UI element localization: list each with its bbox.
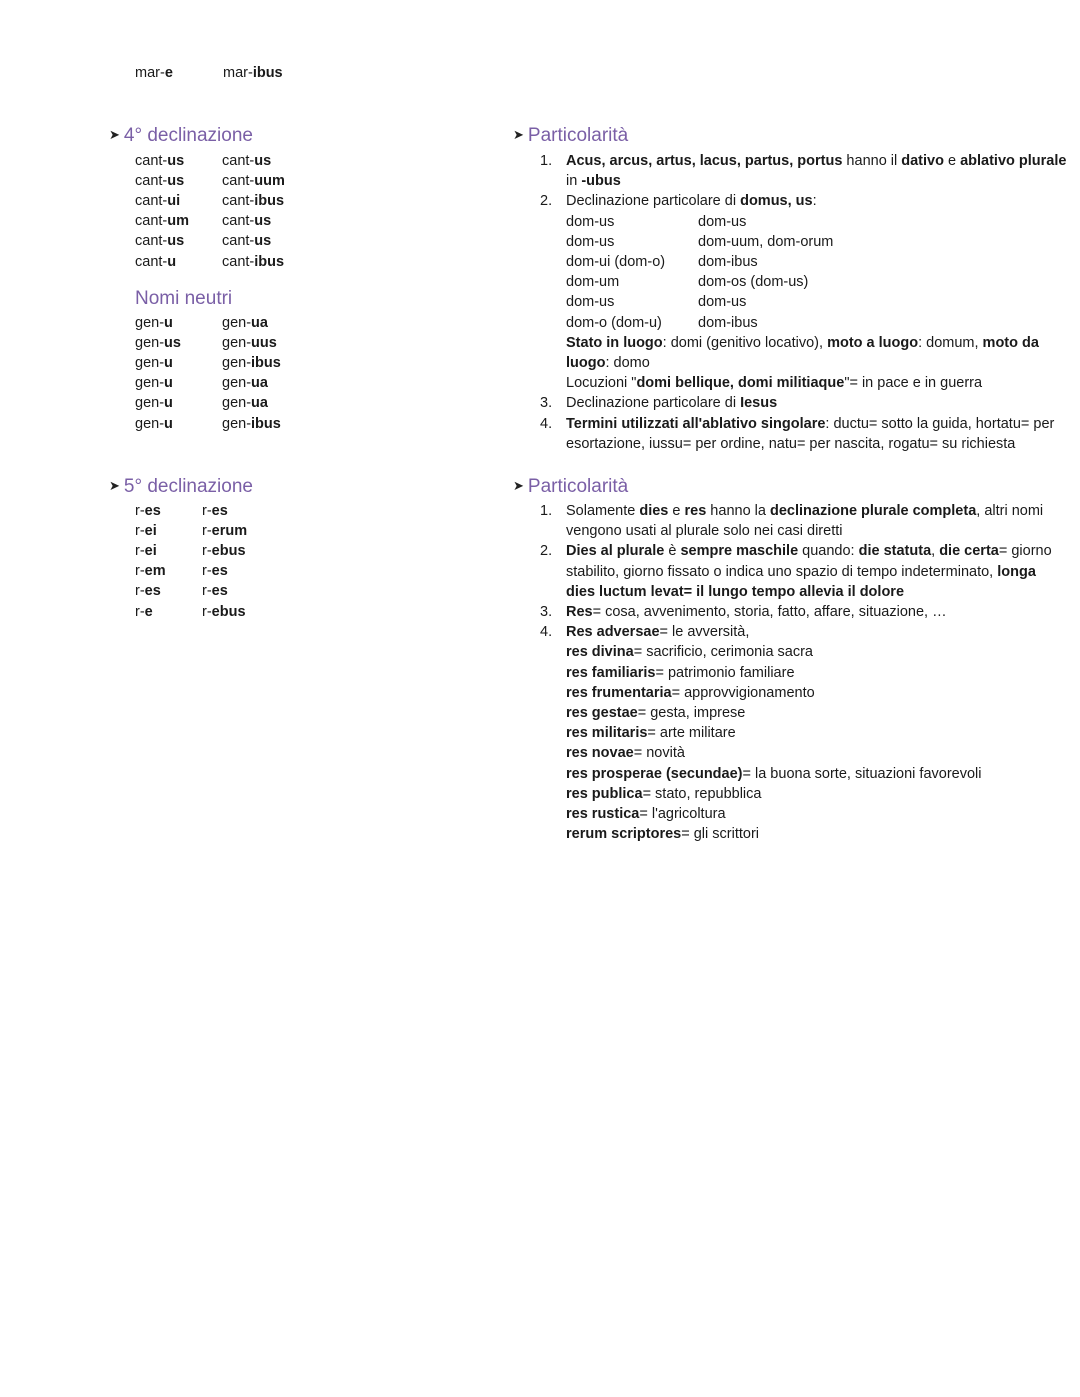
list-item bbox=[540, 393, 1070, 413]
neuter-nouns-heading: Nomi neutri bbox=[135, 288, 233, 309]
text-line: res gestae= gesta, imprese bbox=[566, 705, 746, 722]
domus-form-row bbox=[566, 313, 1070, 333]
form-singular: gen-u bbox=[135, 315, 173, 331]
domus-form-row bbox=[566, 252, 1070, 272]
particularities-4th-heading: ➤ Particolarità bbox=[513, 125, 629, 146]
text-line: Res= cosa, avvenimento, storia, fatto, affare, situazione, … bbox=[566, 604, 947, 621]
form-singular: dom-o (dom-u) bbox=[566, 314, 662, 331]
form-plural: dom-os (dom-us) bbox=[698, 274, 809, 291]
text-line: stabilito, giorno fissato o indica uno spazio di tempo indeterminato, longa bbox=[566, 563, 1036, 580]
form-plural: gen-ua bbox=[222, 315, 268, 331]
text-line: res rustica= l'agricoltura bbox=[566, 806, 726, 823]
form-singular: gen-u bbox=[135, 415, 173, 432]
form-singular: r-es bbox=[135, 503, 161, 519]
list-number: 2. bbox=[540, 543, 553, 560]
list-item bbox=[540, 414, 1070, 454]
text-line: res publica= stato, repubblica bbox=[566, 785, 762, 802]
form-plural: gen-ua bbox=[222, 395, 268, 412]
form-plural: gen-ibus bbox=[222, 415, 281, 432]
form-plural: cant-ibus bbox=[222, 193, 285, 210]
domus-form-row bbox=[566, 292, 1070, 312]
text-line: vengono usati al plurale solo nei casi diretti bbox=[566, 523, 843, 540]
list-number: 4. bbox=[540, 415, 553, 432]
fifth-declension-heading: ➤ 5° declinazione bbox=[109, 476, 253, 497]
form-singular: dom-us bbox=[566, 294, 615, 311]
list-item bbox=[540, 602, 1070, 622]
arrow-bullet-icon: ➤ bbox=[109, 127, 120, 142]
text-line: Locuzioni "domi bellique, domi militiaque"= in pace e in guerra bbox=[566, 375, 983, 392]
particularities-5th-heading: ➤ Particolarità bbox=[513, 476, 629, 497]
form-plural: dom-uum, dom-orum bbox=[698, 233, 834, 250]
form-plural: r-es bbox=[202, 563, 228, 580]
text-line: Stato in luogo: domi (genitivo locativo), moto a luogo: domum, moto da bbox=[566, 334, 1039, 351]
form-singular: dom-us bbox=[566, 233, 615, 250]
form-plural: dom-us bbox=[698, 213, 747, 230]
text-line: in -ubus bbox=[566, 173, 621, 190]
form-plural: cant-us bbox=[222, 153, 272, 169]
text-line: Acus, arcus, artus, lacus, partus, portus hanno il dativo e ablativo plurale bbox=[566, 153, 1067, 169]
form-plural: cant-uum bbox=[222, 173, 285, 190]
form-plural: r-es bbox=[202, 583, 228, 600]
form-plural: r-erum bbox=[202, 523, 248, 540]
form-plural: mar-ibus bbox=[223, 65, 283, 81]
form-singular: cant-us bbox=[135, 153, 185, 169]
form-singular: cant-us bbox=[135, 233, 185, 250]
form-singular: cant-u bbox=[135, 253, 177, 270]
text-line: Termini utilizzati all'ablativo singolare: ductu= sotto la guida, hortatu= per bbox=[566, 415, 1055, 432]
text-line: Solamente dies e res hanno la declinazione plurale completa, altri nomi bbox=[566, 503, 1044, 519]
list-number: 1. bbox=[540, 153, 553, 169]
text-line: res frumentaria= approvvigionamento bbox=[566, 684, 815, 701]
list-number: 4. bbox=[540, 624, 553, 641]
form-plural: cant-us bbox=[222, 233, 272, 250]
form-plural: r-es bbox=[202, 503, 228, 519]
form-singular: gen-us bbox=[135, 335, 181, 352]
form-plural: gen-ibus bbox=[222, 355, 281, 372]
form-plural: dom-ibus bbox=[698, 314, 758, 331]
domus-form-row bbox=[566, 212, 1070, 232]
form-plural: dom-us bbox=[698, 294, 747, 311]
arrow-bullet-icon: ➤ bbox=[109, 478, 120, 493]
text-line: luogo: domo bbox=[566, 354, 650, 371]
text-line: dies luctum levat= il lungo tempo allevia il dolore bbox=[566, 583, 905, 600]
form-plural: cant-ibus bbox=[222, 253, 285, 270]
list-item bbox=[540, 622, 1070, 844]
form-plural: dom-ibus bbox=[698, 253, 758, 270]
form-singular: r-e bbox=[135, 603, 153, 620]
form-singular: dom-us bbox=[566, 213, 615, 230]
text-line: Declinazione particolare di domus, us: bbox=[566, 193, 817, 210]
form-plural: gen-ua bbox=[222, 375, 268, 392]
list-number: 1. bbox=[540, 503, 553, 519]
text-line: Declinazione particolare di Iesus bbox=[566, 395, 778, 412]
domus-form-row bbox=[566, 232, 1070, 252]
arrow-bullet-icon: ➤ bbox=[513, 478, 524, 493]
form-singular: gen-u bbox=[135, 375, 173, 392]
text-line: Res adversae= le avversità, bbox=[566, 624, 750, 641]
form-singular: mar-e bbox=[135, 65, 173, 81]
form-singular: r-em bbox=[135, 563, 166, 580]
particularities-5th-list bbox=[540, 501, 1070, 844]
text-line: res familiaris= patrimonio familiare bbox=[566, 664, 795, 681]
text-line: res militaris= arte militare bbox=[566, 725, 736, 742]
form-plural: cant-us bbox=[222, 213, 272, 230]
list-item bbox=[540, 151, 1070, 191]
arrow-bullet-icon: ➤ bbox=[513, 127, 524, 142]
form-singular: r-es bbox=[135, 583, 161, 600]
fourth-declension-heading: ➤ 4° declinazione bbox=[109, 125, 253, 146]
form-singular: cant-us bbox=[135, 173, 185, 190]
form-plural: r-ebus bbox=[202, 543, 246, 560]
text-line: res prosperae (secundae)= la buona sorte, situazioni favorevoli bbox=[566, 765, 982, 782]
list-item bbox=[540, 191, 1070, 393]
form-singular: dom-um bbox=[566, 274, 620, 291]
text-line: res divina= sacrificio, cerimonia sacra bbox=[566, 644, 813, 661]
form-singular: cant-ui bbox=[135, 193, 181, 210]
form-plural: r-ebus bbox=[202, 603, 246, 620]
list-number: 3. bbox=[540, 395, 553, 412]
form-singular: cant-um bbox=[135, 213, 189, 230]
particularities-4th-list bbox=[540, 151, 1070, 454]
list-number: 2. bbox=[540, 193, 553, 210]
text-line: rerum scriptores= gli scrittori bbox=[566, 826, 760, 843]
form-plural: gen-uus bbox=[222, 335, 277, 352]
form-singular: gen-u bbox=[135, 395, 173, 412]
list-item bbox=[540, 541, 1070, 602]
form-singular: dom-ui (dom-o) bbox=[566, 253, 666, 270]
text-line: esortazione, iussu= per ordine, natu= per nascita, rogatu= su richiesta bbox=[566, 435, 1016, 452]
list-number: 3. bbox=[540, 604, 553, 621]
list-item bbox=[540, 501, 1070, 541]
form-singular: gen-u bbox=[135, 355, 173, 372]
form-singular: r-ei bbox=[135, 543, 157, 560]
domus-form-row bbox=[566, 272, 1070, 292]
text-line: res novae= novità bbox=[566, 745, 685, 762]
form-singular: r-ei bbox=[135, 523, 157, 540]
text-line: Dies al plurale è sempre maschile quando: die statuta, die certa= giorno bbox=[566, 543, 1052, 560]
